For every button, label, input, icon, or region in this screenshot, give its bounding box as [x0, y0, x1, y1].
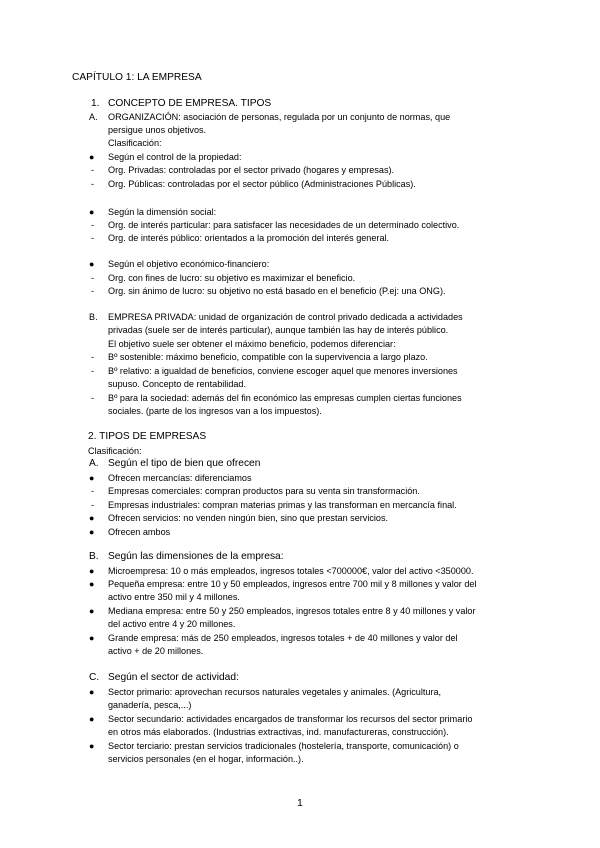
- list-item: Org. de interés público: orientados a la promoción del interés general.: [108, 233, 390, 243]
- list-item: Microempresa: 10 o más empleados, ingresos totales <700000€, valor del activo <350000.: [108, 566, 474, 576]
- organizacion-definition-line-1: ORGANIZACIÓN: asociación de personas, regulada por un conjunto de normas, que: [108, 112, 451, 122]
- list-marker-b: B.: [89, 551, 99, 562]
- list-item: Grande empresa: más de 250 empleados, ingresos totales + de 40 millones y valor del: [108, 633, 458, 643]
- dash-marker: -: [91, 233, 95, 243]
- bullet-marker: ●: [89, 207, 95, 217]
- bullet-marker: ●: [89, 579, 95, 589]
- dash-marker: -: [91, 220, 95, 230]
- list-item-continuation: activo entre 350 mil y 4 millones.: [108, 592, 240, 602]
- list-item: Sector primario: aprovechan recursos naturales vegetales y animales. (Agricultura,: [108, 687, 442, 697]
- classification-label: Clasificación:: [108, 138, 162, 148]
- list-item: Bº relativo: a igualdad de beneficios, conviene escoger aquel que menores inversiones: [108, 366, 458, 376]
- section-1-heading: CONCEPTO DE EMPRESA. TIPOS: [108, 98, 272, 109]
- list-item: Ofrecen servicios: no venden ningún bien, sino que prestan servicios.: [108, 513, 389, 523]
- list-item: Org. Privadas: controladas por el sector privado (hogares y empresas).: [108, 165, 395, 175]
- bullet-marker: ●: [89, 741, 95, 751]
- list-item-continuation: supuso. Concepto de rentabilidad.: [108, 379, 247, 389]
- list-item: Sector secundario: actividades encargados de transformar los recursos del sector primario: [108, 714, 473, 724]
- empresa-privada-line-3: El objetivo suele ser obtener el máximo beneficio, podemos diferenciar:: [108, 339, 396, 349]
- list-marker-a: A.: [89, 112, 98, 122]
- list-item-continuation: en otros más elaborados. (Industrias extractivas, ind. manufactureras, construcción).: [108, 727, 449, 737]
- list-marker-a: A.: [89, 458, 99, 469]
- bullet-marker: ●: [89, 606, 95, 616]
- bullet-marker: ●: [89, 259, 95, 269]
- dash-marker: -: [91, 179, 95, 189]
- group-heading-dimensiones: Según las dimensiones de la empresa:: [108, 551, 284, 562]
- group-heading-dimension: Según la dimensión social:: [108, 207, 217, 217]
- list-item: Ofrecen mercancías: diferenciamos: [108, 473, 252, 483]
- page-number: 1: [297, 797, 303, 809]
- organizacion-definition-line-2: persigue unos objetivos.: [108, 125, 207, 135]
- dash-marker: -: [91, 500, 95, 510]
- list-item: Sector terciario: prestan servicios tradicionales (hostelería, transporte, comunicación) o: [108, 741, 459, 751]
- list-item: Bº sostenible: máximo beneficio, compatible con la supervivencia a largo plazo.: [108, 352, 428, 362]
- group-heading-control: Según el control de la propiedad:: [108, 152, 242, 162]
- bullet-marker: ●: [89, 687, 95, 697]
- group-heading-sector: Según el sector de actividad:: [108, 672, 239, 683]
- classification-label: Clasificación:: [88, 446, 142, 456]
- list-item-continuation: servicios personales (en el hogar, información..).: [108, 754, 304, 764]
- bullet-marker: ●: [89, 527, 95, 537]
- list-item-continuation: del activo entre 4 y 20 millones.: [108, 619, 236, 629]
- bullet-marker: ●: [89, 152, 95, 162]
- dash-marker: -: [91, 366, 95, 376]
- dash-marker: -: [91, 486, 95, 496]
- list-item: Org. con fines de lucro: su objetivo es maximizar el beneficio.: [108, 273, 356, 283]
- list-item: Org. Públicas: controladas por el sector público (Administraciones Públicas).: [108, 179, 416, 189]
- list-marker-b: B.: [89, 312, 98, 322]
- chapter-title: CAPÍTULO 1: LA EMPRESA: [72, 72, 202, 83]
- list-item-continuation: activo + de 20 millones.: [108, 646, 204, 656]
- group-heading-objective: Según el objetivo económico-financiero:: [108, 259, 270, 269]
- bullet-marker: ●: [89, 566, 95, 576]
- list-marker-c: C.: [89, 672, 100, 683]
- bullet-marker: ●: [89, 633, 95, 643]
- dash-marker: -: [91, 352, 95, 362]
- bullet-marker: ●: [89, 513, 95, 523]
- list-item: Bº para la sociedad: además del fin económico las empresas cumplen ciertas funciones: [108, 393, 462, 403]
- list-item: Pequeña empresa: entre 10 y 50 empleados, ingresos entre 700 mil y 8 millones y valor del: [108, 579, 477, 589]
- dash-marker: -: [91, 393, 95, 403]
- list-item: Org. sin ánimo de lucro: su objetivo no está basado en el beneficio (P.ej: una ONG).: [108, 286, 446, 296]
- empresa-privada-line-1: EMPRESA PRIVADA: unidad de organización de control privado dedicada a actividades: [108, 312, 463, 322]
- bullet-marker: ●: [89, 473, 95, 483]
- list-item: Empresas industriales: compran materias primas y las transforman en mercancía final.: [108, 500, 457, 510]
- list-item: Mediana empresa: entre 50 y 250 empleados, ingresos totales entre 8 y 40 millones y valor: [108, 606, 476, 616]
- bullet-marker: ●: [89, 714, 95, 724]
- section-2-heading: 2. TIPOS DE EMPRESAS: [88, 431, 207, 442]
- group-heading-bien: Según el tipo de bien que ofrecen: [108, 458, 261, 469]
- list-item: Org. de interés particular: para satisfacer las necesidades de un determinado colectivo.: [108, 220, 460, 230]
- list-item-continuation: ganadería, pesca,...): [108, 700, 192, 710]
- dash-marker: -: [91, 165, 95, 175]
- dash-marker: -: [91, 286, 95, 296]
- empresa-privada-line-2: privadas (suele ser de interés particular), aunque también las hay de interés público.: [108, 325, 449, 335]
- dash-marker: -: [91, 273, 95, 283]
- list-item: Ofrecen ambos: [108, 527, 171, 537]
- list-item-continuation: sociales. (parte de los ingresos van a los impuestos).: [108, 406, 322, 416]
- section-1-number: 1.: [91, 98, 100, 109]
- list-item: Empresas comerciales: compran productos para su venta sin transformación.: [108, 486, 420, 496]
